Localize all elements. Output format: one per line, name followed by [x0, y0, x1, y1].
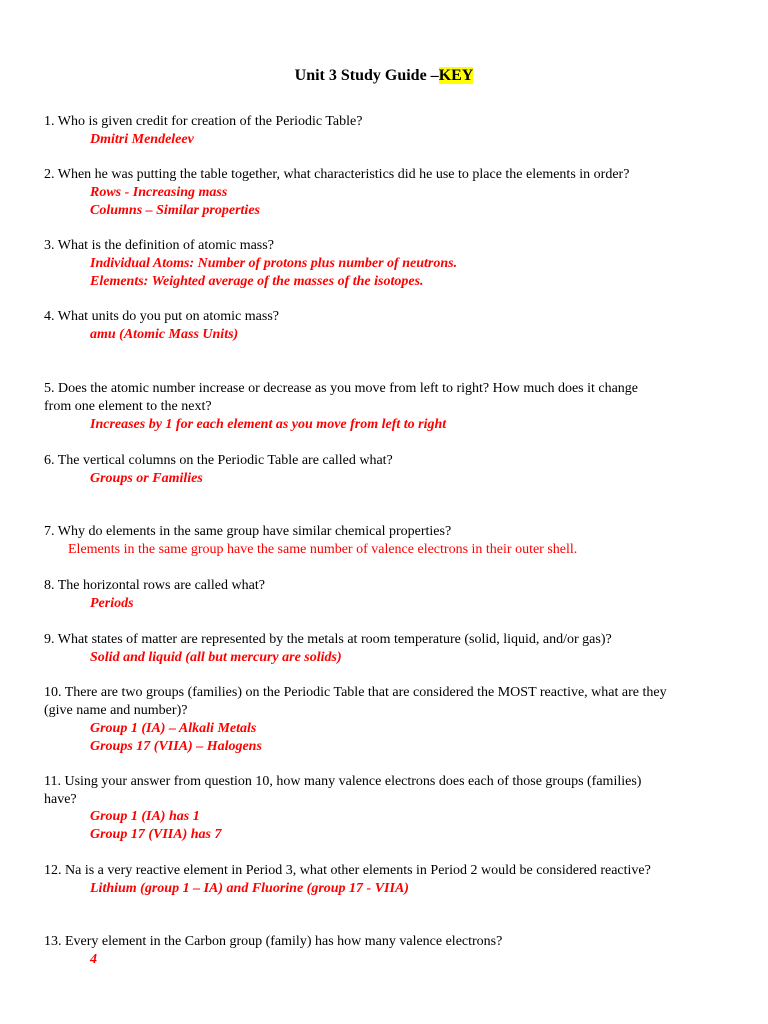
answer-9: Solid and liquid (all but mercury are solids) [90, 650, 342, 665]
answer-10-line-1: Group 1 (IA) – Alkali Metals [90, 721, 257, 736]
answer-12: Lithium (group 1 – IA) and Fluorine (group 17 - VIIA) [90, 881, 409, 896]
answer-11-line-1: Group 1 (IA) has 1 [90, 809, 200, 824]
question-2: 2. When he was putting the table together, what characteristics did he use to place the elements in order? [44, 167, 630, 182]
page-title [0, 66, 768, 86]
question-4: 4. What units do you put on atomic mass? [44, 309, 279, 324]
answer-7: Elements in the same group have the same number of valence electrons in their outer shell. [68, 542, 578, 557]
question-1: 1. Who is given credit for creation of the Periodic Table? [44, 114, 363, 129]
answer-11-line-2: Group 17 (VIIA) has 7 [90, 827, 222, 842]
question-8: 8. The horizontal rows are called what? [44, 578, 265, 593]
answer-6: Groups or Families [90, 471, 203, 486]
question-11-line-2: have? [44, 792, 77, 807]
question-12: 12. Na is a very reactive element in Period 3, what other elements in Period 2 would be considered reactive? [44, 863, 651, 878]
answer-8: Periods [90, 596, 134, 611]
answer-3-line-1: Individual Atoms: Number of protons plus number of neutrons. [90, 256, 458, 271]
question-13: 13. Every element in the Carbon group (family) has how many valence electrons? [44, 934, 503, 949]
question-5-line-2: from one element to the next? [44, 399, 212, 414]
answer-13: 4 [90, 952, 97, 967]
answer-2-line-2: Columns – Similar properties [90, 203, 260, 218]
question-11-line-1: 11. Using your answer from question 10, how many valence electrons does each of those groups (families) [44, 774, 642, 789]
answer-5: Increases by 1 for each element as you move from left to right [90, 417, 447, 432]
question-10-line-1: 10. There are two groups (families) on the Periodic Table that are considered the MOST reactive, what are they [44, 685, 667, 700]
answer-2-line-1: Rows - Increasing mass [90, 185, 228, 200]
key-highlight: KEY [438, 67, 474, 84]
title-text: Unit 3 Study Guide – [294, 67, 439, 84]
answer-1: Dmitri Mendeleev [90, 132, 194, 147]
question-9: 9. What states of matter are represented by the metals at room temperature (solid, liquid, and/or gas)? [44, 632, 612, 647]
question-7: 7. Why do elements in the same group have similar chemical properties? [44, 524, 452, 539]
question-10-line-2: (give name and number)? [44, 703, 188, 718]
question-6: 6. The vertical columns on the Periodic Table are called what? [44, 453, 393, 468]
question-3: 3. What is the definition of atomic mass? [44, 238, 274, 253]
answer-10-line-2: Groups 17 (VIIA) – Halogens [90, 739, 262, 754]
answer-4: amu (Atomic Mass Units) [90, 327, 239, 342]
answer-3-line-2: Elements: Weighted average of the masses of the isotopes. [90, 274, 424, 289]
question-5-line-1: 5. Does the atomic number increase or decrease as you move from left to right? How much does it change [44, 381, 639, 396]
